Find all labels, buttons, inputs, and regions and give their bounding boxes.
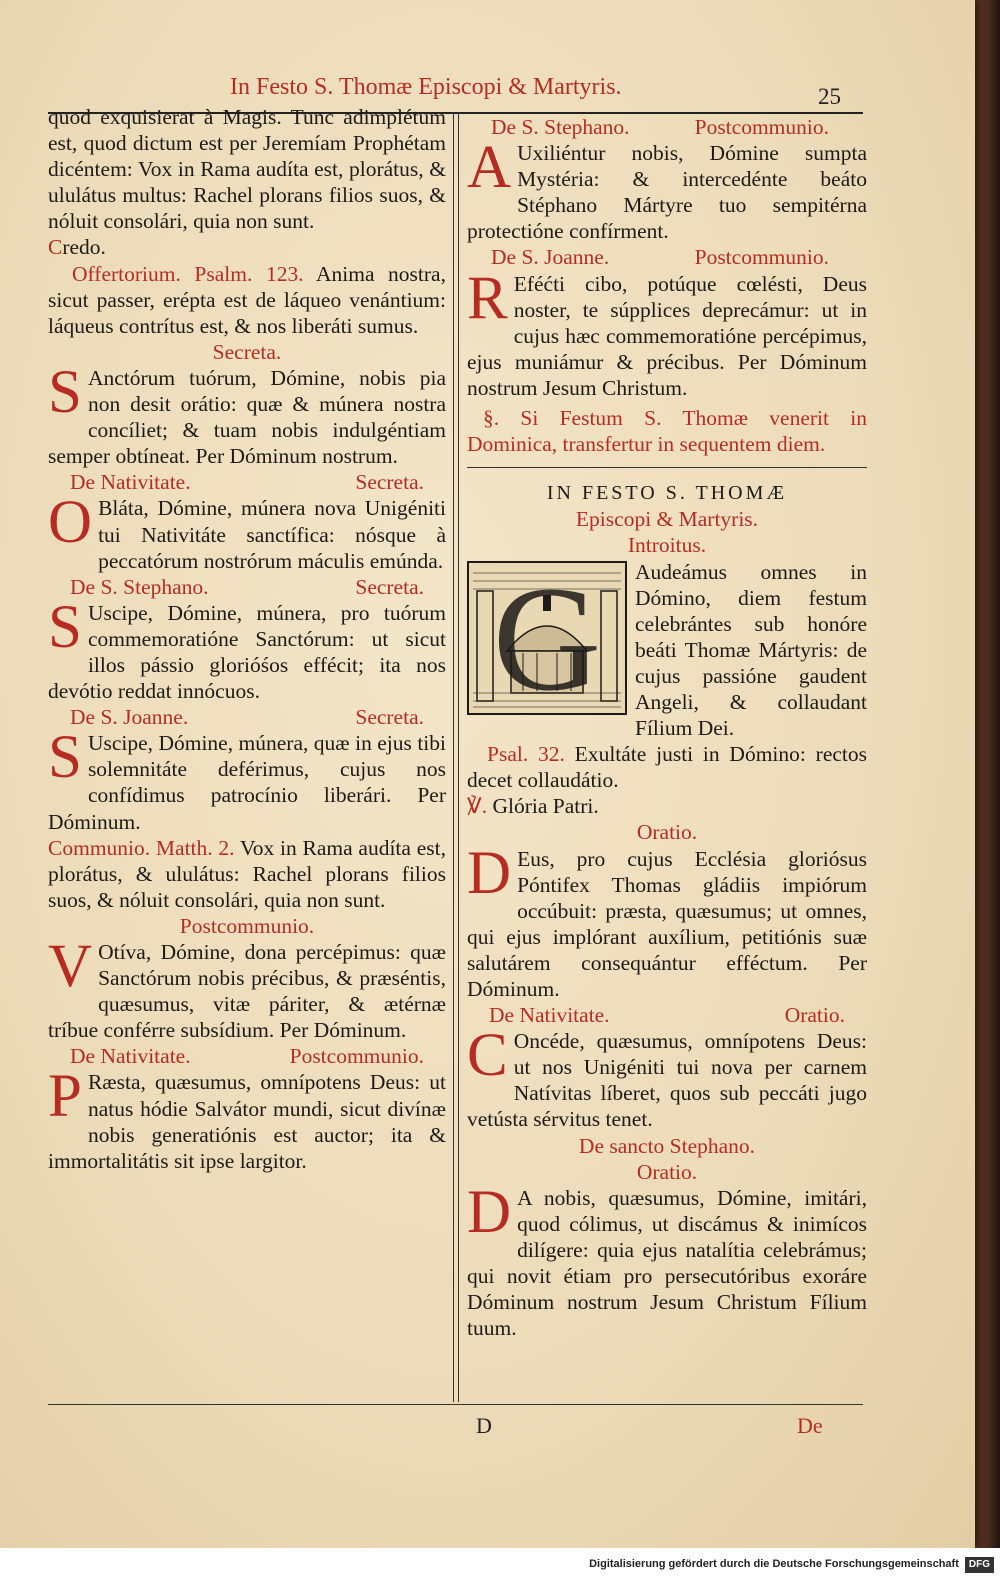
nativity-postcommunion-text: Ræsta, quæsumus, omnípotens Deus: ut natus hódie Salvátor mundi, sicut divínæ nobis generatiónis est auctor; ita & immortalitátis sit ipse largitor.: [48, 1070, 446, 1173]
drop-cap-s: S: [48, 724, 82, 792]
drop-cap-d: D: [467, 1178, 512, 1246]
section-rule: [467, 467, 867, 468]
communion-label: Communio. Matth. 2.: [48, 835, 235, 860]
stephen-oratio: [467, 1178, 867, 1342]
psalm-text: xultáte justi in Dómino: rectos decet collaudátio.: [467, 742, 867, 793]
offertory-label: Offertorium. Psalm. 123.: [72, 261, 304, 286]
credo-text: redo.: [62, 235, 106, 260]
digitization-credit-bar: [0, 1548, 1000, 1580]
introit-heading: Introitus.: [627, 533, 707, 558]
heading-left: De S. Stephano.: [491, 115, 630, 139]
john-postcommunion: [467, 264, 867, 401]
communion-initial: V: [239, 835, 253, 860]
page-number: 25: [818, 84, 841, 109]
versicle-mark-icon: ℣.: [467, 794, 488, 819]
nativity-postcommunion-heading: [48, 1043, 446, 1069]
offertory: [48, 261, 446, 339]
credo: [48, 234, 446, 260]
heading-right: Secreta.: [355, 470, 424, 495]
offertory-text: nima nostra, sicut passer, erépta est de láqueo venántium: láqueus contrítus est, & nos liberáti sumus.: [48, 261, 446, 338]
drop-cap-s: S: [48, 358, 82, 426]
offertory-initial: A: [315, 261, 332, 286]
right-column: [467, 114, 867, 1341]
nativity-secreta: [48, 489, 446, 573]
heading-left: De Nativitate.: [70, 1044, 191, 1069]
introit: [467, 559, 867, 742]
nativity-secreta-text: Bláta, Dómine, múnera nova Unigéniti tui Nativitáte sanctífica: nósque à peccatórum nostrórum máculis emúnda.: [98, 496, 446, 573]
psalm-verse: [467, 741, 867, 793]
john-secreta-heading: [48, 704, 446, 730]
stephen-postcommunion-text: Uxiliéntur nobis, Dómine sumpta Mystéria: & intercedénte beáto Stéphano Mártyre tuo sempitérna protectióne confírment.: [467, 141, 867, 244]
heading-right: Postcommunio.: [694, 115, 829, 139]
heading-left: De S. Joanne.: [70, 705, 189, 730]
stephen-secreta: [48, 593, 446, 704]
transfer-rubric: §. Si Festum S. Thomæ venerit in Dominica, transfertur in sequentem diem.: [467, 406, 867, 457]
communion: [48, 835, 446, 913]
nativity-postcommunion: [48, 1063, 446, 1173]
nativity-secreta-heading: [48, 469, 446, 495]
drop-cap-r: R: [467, 264, 508, 332]
heading-right: Postcommunio.: [289, 1044, 424, 1069]
running-title: In Festo S. Thomæ Episcopi & Martyris.: [230, 74, 622, 100]
drop-cap-s: S: [48, 593, 82, 661]
heading-right: Secreta.: [355, 574, 424, 599]
john-secreta-text: Uscipe, Dómine, múnera, quæ in ejus tibi solemnitáte deférimus, cujus nos confídimus patrocínio liberári. Per Dóminum.: [48, 731, 446, 834]
stephen-postcommunion-heading: [467, 114, 867, 140]
nativity-oratio-text: Oncéde, quæsumus, omnípotens Deus: ut nos Unigéniti tui nova per carnem Natívitas líberet, quos sub peccáti jugo vetústa sérvitus tenet.: [467, 1029, 867, 1132]
feast-subtitle: Episcopi & Martyris.: [575, 507, 759, 532]
postcommunion-text: Otíva, Dómine, dona percépimus: quæ Sanctórum nobis précibus, & præséntis, quæsumus, vitæ páriter, & ætérnæ tríbue conférre subsídium. Per Dóminum.: [48, 940, 446, 1043]
drop-cap-d: D: [467, 839, 512, 907]
heading-left: De Nativitate.: [489, 1003, 610, 1028]
introit-text: Audeámus omnes in Dómino, diem festum celebrántes sub honóre beáti Thomæ Mártyris: de cujus passióne gaudent Angeli, & collaudant Fílium Dei.: [635, 559, 867, 741]
stephen-secreta-text: Uscipe, Dómine, múnera, pro tuórum commemoratióne Sanctórum: ut sicut illos pássio glorióśos effécit; ita nos devótio reddat innócuos.: [48, 600, 446, 704]
postcommunion-heading: Postcommunio.: [179, 913, 315, 938]
credo-initial: C: [48, 235, 63, 260]
svg-text:G: G: [492, 560, 602, 715]
heading-left: De S. Stephano.: [70, 574, 209, 599]
column-divider: [453, 112, 459, 1402]
heading-right: Postcommunio.: [694, 245, 829, 270]
signature-mark: D: [476, 1413, 492, 1438]
feast-title: IN FESTO S. THOMÆ: [546, 482, 788, 505]
left-column: [48, 104, 446, 1174]
john-secreta: [48, 724, 446, 834]
psalm-label: Psal. 32.: [487, 742, 565, 767]
gloria: [467, 793, 867, 819]
secreta: [48, 358, 446, 469]
heading-right: Oratio.: [784, 1003, 845, 1028]
stephen-secreta-heading: [48, 574, 446, 600]
drop-cap-c: C: [467, 1022, 508, 1090]
catchword: De: [797, 1413, 823, 1438]
communion-text: ox in Rama audíta est, plorátus, & ululátus: Rachel plorans filios suos, & nóluit consolári, quia non sunt.: [48, 835, 446, 912]
oratio-heading: Oratio.: [636, 820, 698, 845]
nativity-oratio: [467, 1022, 867, 1132]
dfg-logo-icon: DFG: [965, 1557, 994, 1573]
oratio: [467, 839, 867, 1003]
gospel-ending: quod exquisierat à Magis. Tunc adimplétum est, quod dictum est per Jeremíam Prophétam dicéntem: Vox in Rama audíta est, plorátus, & ululátus multus: Rachel plorans filios suos, & nóluit consolári, quia non sunt.: [48, 105, 446, 234]
drop-cap-p: P: [48, 1063, 82, 1131]
heading-left: De S. Joanne.: [491, 245, 610, 270]
drop-cap-v: V: [48, 933, 93, 1000]
drop-cap-o: O: [48, 489, 93, 557]
heading-right: Secreta.: [355, 705, 424, 730]
john-postcommunion-text: Eféćti cibo, potúque cœlésti, Deus noster, te súpplices deprecámur: ut in cujus hæc commemoratióne percépimus, ejus muniámur & précibus. Per Dóminum nostrum Jesum Christum.: [467, 271, 867, 400]
stephen-oratio-heading: De sancto Stephano.: [578, 1133, 756, 1158]
stephen-oratio-subheading: Oratio.: [636, 1159, 698, 1184]
footer-rule: [48, 1404, 863, 1405]
stephen-oratio-text: A nobis, quæsumus, Dómine, imitári, quod cólimus, ut discámus & inimícos dilígere: quia ejus natalítia celebrámus; qui novit étiam pro persecutóribus exoráre Dóminum nostrum Jesum Christum Fílium tuum.: [467, 1185, 867, 1341]
gloria-text: Glória Patri.: [492, 794, 599, 819]
stephen-postcommunion: [467, 134, 867, 244]
postcommunion: [48, 933, 446, 1043]
psalm-initial: E: [574, 742, 588, 767]
secreta-text: Anctórum tuórum, Dómine, nobis pia non desit orátio: quæ & múnera nostra concíliet; & tuam nobis indulgéntiam semper obtíneat. Per Dóminum nostrum.: [48, 365, 446, 469]
oratio-text: Eus, pro cujus Ecclésia gloriósus Póntifex Thomas gládiis impiórum occúbuit: præsta, quæsumus; ut omnes, qui ejus implórant auxílium, petitiónis suæ salutárem consequántur efféctum. Per Dóminum.: [467, 846, 867, 1001]
heading-left: De Nativitate.: [70, 470, 191, 495]
secreta-heading: Secreta.: [212, 339, 282, 364]
woodcut-initial-g-icon: [467, 561, 627, 715]
drop-cap-a: A: [467, 134, 512, 202]
credit-text: Digitalisierung gefördert durch die Deutsche Forschungsgemeinschaft: [589, 1558, 959, 1570]
john-postcommunion-heading: [467, 244, 867, 270]
nativity-oratio-heading: [467, 1002, 867, 1028]
